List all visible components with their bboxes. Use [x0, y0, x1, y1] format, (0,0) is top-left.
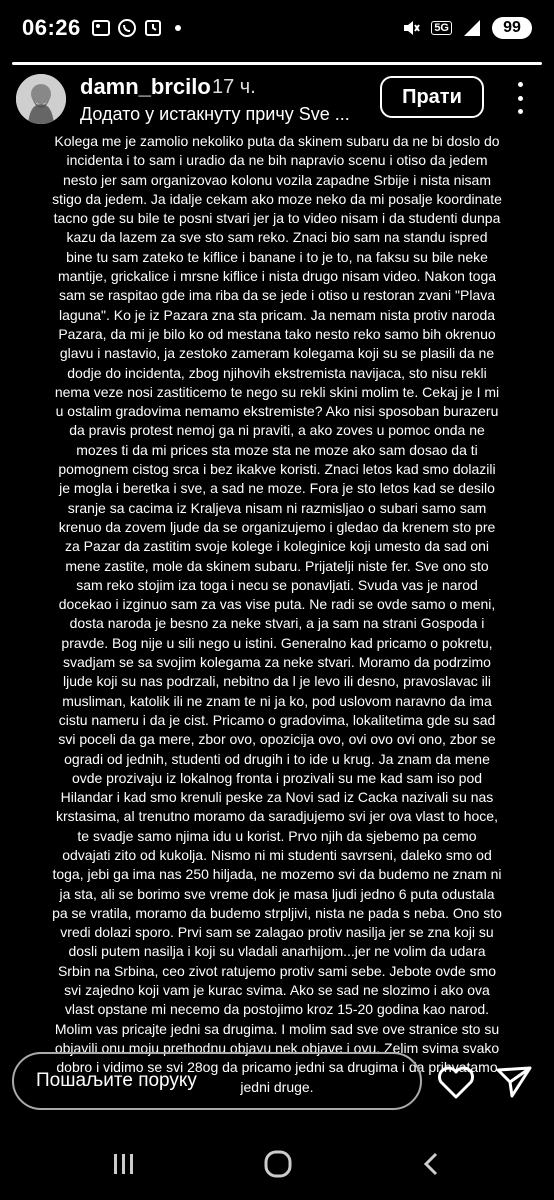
status-time: 06:26 [22, 15, 81, 40]
username[interactable]: damn_brcilo [80, 74, 211, 99]
story-progress-fill [12, 62, 542, 65]
avatar-image [16, 74, 66, 124]
status-bar [0, 0, 554, 56]
system-nav-bar [0, 1128, 554, 1200]
signal-icon [462, 18, 482, 38]
alarm-notification-icon [143, 18, 163, 38]
more-options-icon[interactable] [508, 82, 532, 114]
story-header [0, 70, 554, 130]
network-type: 5G [431, 21, 452, 35]
home-icon[interactable] [258, 1150, 298, 1178]
back-icon[interactable] [412, 1150, 452, 1178]
follow-button[interactable]: Прати [380, 76, 484, 118]
highlight-subtitle[interactable]: Додато у истакнуту причу Sve ... [80, 104, 350, 124]
more-notifications-icon [175, 25, 181, 31]
recents-icon[interactable] [104, 1150, 144, 1178]
mute-icon [401, 18, 421, 38]
gallery-notification-icon [91, 18, 111, 38]
reply-bar [0, 1042, 554, 1122]
story-text: Kolega me je zamolio nekoliko puta da skinem subaru da ne bi doslo do incidenta i to sam i uradio da ne bih napravio scenu i otiso da jedem nesto jer sam organizovao kolonu vozila zapadne Srbije i nista nisam stigo da jedem. Ja idalje cekam ako moze neko da mi posalje koordinate tacno gde su bile te posni stvari jer ja to video nisam i da studenti dunpa kazu da lazem za sve sto sam reko. Znaci bio sam na standu ispred bine tu sam zateko te kiflice i banane i to je to, na faksu su bile neke mantije, grickalice i mrsne kiflice i nista drugo nisam video. Nakon toga sam se raspitao gde ima riba da se jede i otiso u restoran zvani "Plava laguna". Ko je iz Pazara zna sta pricam. Ja nemam nista protiv naroda Pazara, da mi je bilo ko od mestana tako nesto reko samo bih okrenuo glavu i nastavio, ja zestoko zameram kolegama koji su se plasili da ne dodje do incidenta, zbog njihovih ekstremista navijaca, sto nisu rekli nema veze nosi zastiticemo te nego su rekli skini molim te. Cekaj je I mi u ostalim gradovima nemamo ekstremiste? Ako nisi sposoban burazeru da pravis protest nemoj ga ni praviti, a ako zoves u pomoc onda ne mozes ti da mi prices sta moze sta ne moze ako sam dosao da ti pomognem cistog srca i bez ikakve koristi. Znaci letos kad smo dolazili je mogla i beretka i sve, a sad ne moze. Fora je sto letos kad se desilo sranje sa cacima iz Kraljeva nisam ni razmisljao o subari samo sam krenuo da zovem ljude da se organizujemo i gledao da krenem sto pre za Pazar da zastitim svoje kolege i koleginice koji umesto da sad oni mene zastite, mole da skinem subaru. Prijatelji niste fer. Sve ono sto sam reko stojim iza toga i necu se ponavljati. Svuda vas je narod docekao i izginuo sam za vas vise puta. Ne radi se ovde samo o meni, dosta naroda je besno za neke stvari, a ja sam na strani Gospoda i pravde. Bog nije u sili nego u istini. Generalno kad pricamo o pokretu, svadjam se sa svojim kolegama za neke stvari. Moramo da podrzimo ljude koji su nas podrzali, nebitno da l je levo ili desno, pravoslavac ili musliman, katolik ili ne znam te ni ja ko, pod uslovom naravno da ima cistu nameru i da je cist. Pricamo o gradovima, lokalitetima gde su sad svi poceli da ga mere, zbor ovo, opozicija ovo, ovi ovo ovi ono, zbor se ogradi od jednih, studenti od drugih i to ide u krug. Ja znam da mene ovde prozivaju iz lokalnog fronta i prozivali su me kad sam iso pod Hilandar i kad smo krenuli peske za Novi sad iz Cacka nazivali su nas krstasima, al trenutno moramo da saradjujemo svi jer ova vlast to hoce, te svadje samo njima idu u korist. Prvo njih da sjebemo pa cemo odvajati zito od kukolja. Nismo ni mi studenti savrseni, daleko smo od toga, jebi ga ima nas 250 hiljada, ne mozemo svi da budemo ne znam ni ja sta, ali se borimo sve vreme dok je masa ljudi jedno 6 puta odustala pa se vratila, moramo da budemo strpljivi, nista ne pada s neba. Ono sto vredi dolazi sporo. Prvi sam se zalagao protiv nasilja jer se zna koji su dosli putem nasilja i koji su vladali anarhijom...jer ne volim da udara Srbin na Srbina, ceo zivot ratujemo protiv sami sebe. Jebote ovde smo svi zajedno koji vam je kurac svima. Ako se sad ne slozimo i ako ova vlast opstane mi necemo da postojimo kroz 15-20 godina kao narod. Molim vas pricajte jedni sa drugima. I molim sad sve ove stranice sto su objavili onu moju prethodnu objavu nek objave i ovu. Zelim svima svako dobro i vidimo se svi 28og da pricamo jedni sa drugima i da prihvatamo jedni druge. [52, 133, 506, 1095]
whatsapp-notification-icon [117, 18, 137, 38]
message-input[interactable] [12, 1052, 422, 1110]
send-icon[interactable] [494, 1062, 534, 1102]
message-placeholder: Пошаљите поруку [36, 1070, 197, 1091]
battery-level: 99 [492, 17, 532, 39]
story-progress-bar [12, 62, 542, 65]
heart-icon[interactable] [436, 1064, 476, 1100]
story-timestamp: 17 ч. [212, 76, 256, 98]
avatar[interactable] [16, 74, 66, 124]
